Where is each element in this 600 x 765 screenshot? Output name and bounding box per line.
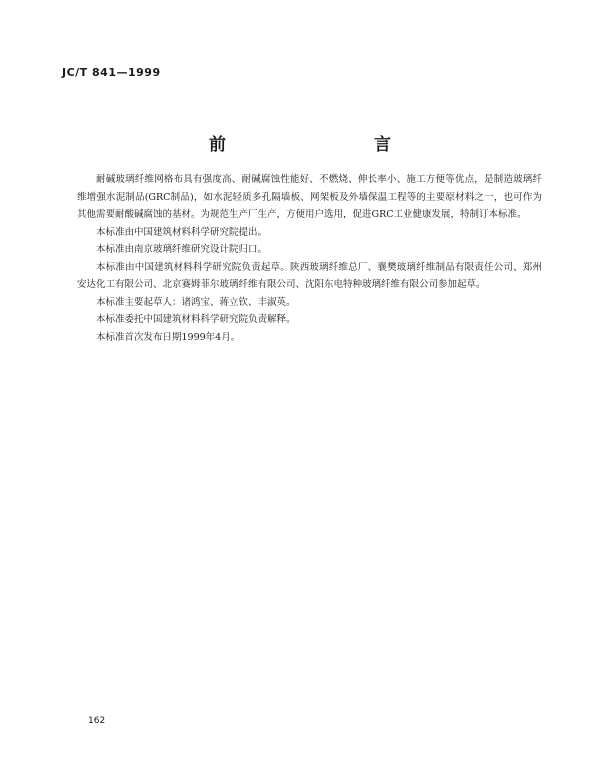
- page-title: 前 言: [209, 135, 429, 155]
- paragraph-interpretation: 本标准委托中国建筑材料科学研究院负责解释。: [96, 314, 296, 325]
- paragraph-drafted-by: 本标准由中国建筑材料科学研究院负责起草。陕西玻璃纤维总厂、襄樊玻璃纤维制品有限责任公司、郑州安达化工有限公司、北京赛姆菲尔玻璃纤维有限公司、沈阳东电特种玻璃纤维有限公司参加起草。: [77, 261, 542, 290]
- paragraph-centralized-by: 本标准由南京玻璃纤维研究设计院归口。: [96, 244, 268, 255]
- paragraph-intro: 耐碱玻璃纤维网格布具有强度高、耐碱腐蚀性能好、不燃烧、伸长率小、施工方便等优点，是制造玻璃纤维增强水泥制品(GRC制品)，如水泥轻质多孔隔墙板、网架板及外墙保温工程等的主要原材料之一，也可作为其他需要耐酸碱腐蚀的基材。为规范生产厂生产，方便用户选用，促进GRC工业健康发展，特制订本标准。: [77, 174, 542, 220]
- paragraph-proposed-by: 本标准由中国建筑材料科学研究院提出。: [96, 226, 268, 238]
- foreword-body: [77, 171, 542, 346]
- page-number: 162: [88, 716, 106, 726]
- paragraph-drafters: 本标准主要起草人：诸鸿宝、蒋立钦、丰淑英。: [96, 296, 296, 308]
- paragraph-release-date: 本标准首次发布日期1999年4月。: [96, 331, 241, 343]
- standard-code: JC/T 841—1999: [62, 66, 161, 79]
